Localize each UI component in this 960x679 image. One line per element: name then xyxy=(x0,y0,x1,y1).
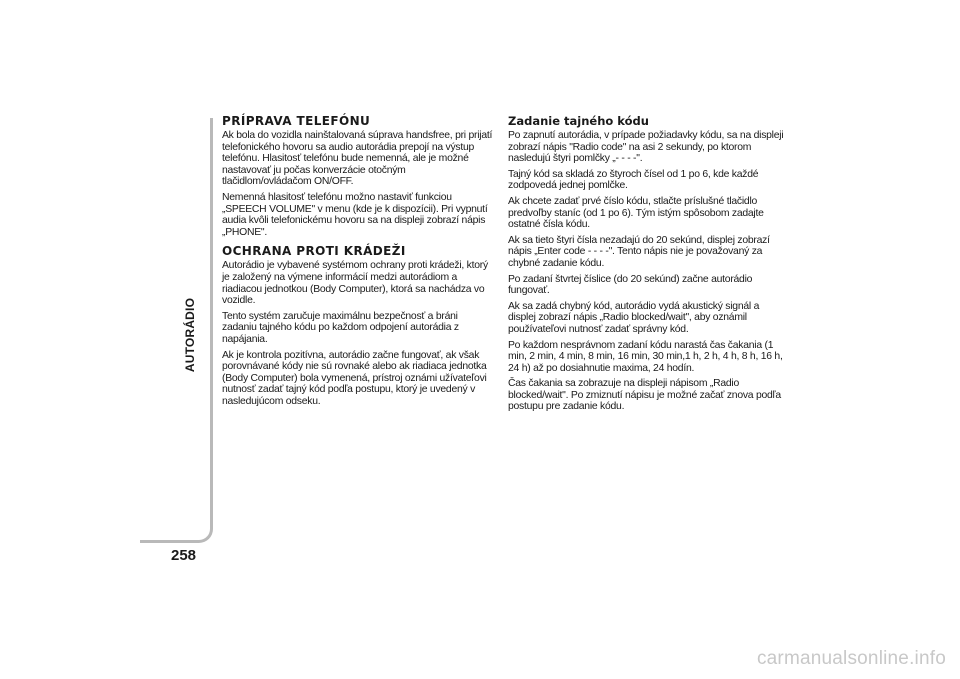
paragraph: Tajný kód sa skladá zo štyroch čísel od 1 po 6, kde každé zodpovedá jednej pomlčke. xyxy=(508,168,759,192)
paragraph: Ak sa zadá chybný kód, autorádio vydá akustický signál a displej zobrazí nápis „Radio blocked/wait", aby oznámil používateľovi nutnosť zadať správny kód. xyxy=(508,300,760,335)
paragraph: Nemenná hlasitosť telefónu možno nastaviť funkciou „SPEECH VOLUME" v menu (kde je k dispozícii). Pri vypnutí audia kvôli telefonickému hovoru sa na displeji zobrazí nápis „PHONE". xyxy=(222,191,488,238)
watermark-text: carmanualsonline.info xyxy=(756,648,946,669)
paragraph: Po zapnutí autorádia, v prípade požiadavky kódu, sa na displeji zobrazí nápis "Radio code" na asi 2 sekundy, po ktorom nasledujú štyri pomlčky „- - - -". xyxy=(508,130,784,165)
right-column xyxy=(508,114,788,417)
paragraph: Ak sa tieto štyri čísla nezadajú do 20 sekúnd, displej zobrazí nápis „Enter code - - - -". Tento nápis nie je považovaný za chybné zadanie kódu. xyxy=(508,234,770,269)
heading-phone-setup: PRÍPRAVA TELEFÓNU xyxy=(222,114,371,128)
paragraph: Po každom nesprávnom zadaní kódu narastá čas čakania (1 min, 2 min, 4 min, 8 min, 16 min, 30 min,1 h, 2 h, 4 h, 8 h, 16 h, 24 h) až po dosiahnutie maxima, 24 hodín. xyxy=(508,339,783,374)
heading-anti-theft: OCHRANA PROTI KRÁDEŽI xyxy=(222,244,406,259)
section-label: AUTORÁDIO xyxy=(183,297,197,373)
paragraph: Ak chcete zadať prvé číslo kódu, stlačte príslušné tlačidlo predvoľby staníc (od 1 po 6). Tým istým spôsobom zadajte ostatné čísla kódu. xyxy=(508,195,764,231)
margin-bar xyxy=(140,118,213,543)
paragraph: Po zadaní štvrtej číslice (do 20 sekúnd) začne autorádio fungovať. xyxy=(508,273,753,297)
heading-secret-code: Zadanie tajného kódu xyxy=(508,114,649,128)
paragraph: Čas čakania sa zobrazuje na displeji nápisom „Radio blocked/wait". Po zmiznutí nápisu je možné začať znova podľa postupu pre zadanie kódu. xyxy=(508,378,781,413)
paragraph: Ak je kontrola pozitívna, autorádio začne fungovať, ak však porovnávané kódy nie sú rovnaké alebo ak riadiaca jednotka (Body Computer) bola vymenená, prístroj oznámi užívateľovi nutnosť zadať tajný kód podľa postupu, ktorý je uvedený v nasledujúcom odseku. xyxy=(222,349,487,407)
paragraph: Ak bola do vozidla nainštalovaná súprava handsfree, pri prijatí telefonického hovoru sa audio autorádia prepojí na výstup telefónu. Hlasitosť telefónu bude nemenná, ale je možné nastavovať ju počas konverzácie otočným tlačidlom/ovládačom ON/OFF. xyxy=(222,130,493,188)
page-number: 258 xyxy=(171,547,197,564)
left-column xyxy=(222,114,494,411)
paragraph: Autorádio je vybavené systémom ochrany proti krádeži, ktorý je založený na výmene informácií medzi autorádiom a riadiacou jednotkou (Body Computer), ktorá sa nachádza vo vozidle. xyxy=(222,260,488,307)
paragraph: Tento systém zaručuje maximálnu bezpečnosť a bráni zadaniu tajného kódu po každom odpojení autorádia z napájania. xyxy=(222,310,459,345)
